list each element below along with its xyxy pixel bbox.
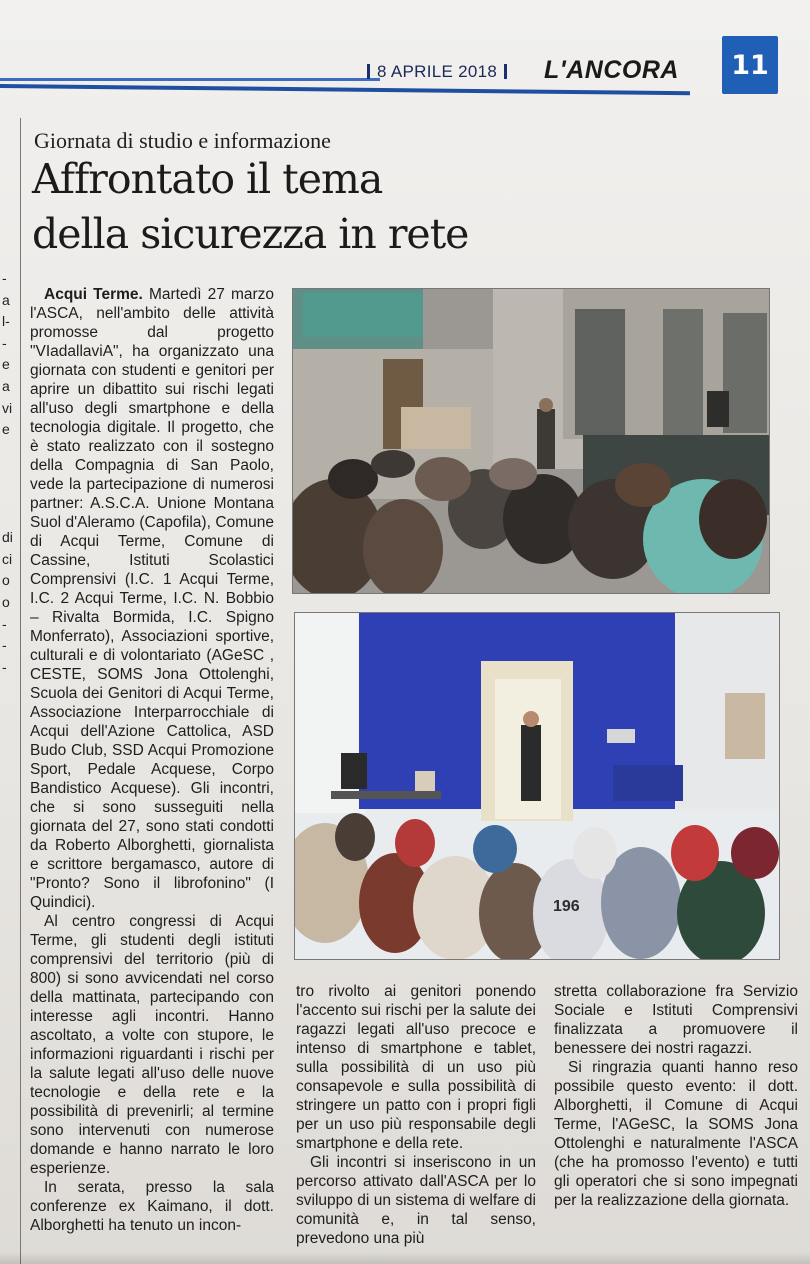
- article-paragraph: Al centro congressi di Acqui Terme, gli studenti degli istituti comprensivi del territorio (più di 800) si sono avvicendati nel corso della mattinata, partecipando con interesse agli incontri. Hanno ascoltato, a volte con stupore, le informazioni riguardanti i rischi per la salute legati all'uso delle nuove tecnologie e della rete e la possibilità di prevenirli; al termine sono intervenuti con numerose domande e hanno narrato le loro esperienze.: [30, 913, 274, 1177]
- shirt-number: 196: [553, 898, 580, 915]
- article-paragraph-text: Martedì 27 marzo l'ASCA, nell'ambito delle attività promosse dal progetto "VIadallaviA", ha organizzato una giornata con studenti e genitori per aprire un dibattito sui rischi legati all'uso degli smartphone e della tecnologia digitale. Il progetto, che è stato realizzato con il sostegno della Compagnia di San Paolo, vede la partecipazione di numerosi partner: A.S.C.A. Unione Montana Suol d'Aleramo (Capofila), Comune di Acqui Terme, Comune di Cassine, Istituti Scolastici Comprensivi (I.C. 1 Acqui Terme, I.C. 2 Acqui Terme, I.C. N. Bobbio – Rivalta Bormida, I.C. Spigno Monferrato), Associazioni sportive, culturali e di volontariato (AGeSC , CESTE, SOMS Jona Ottolenghi, Scuola dei Genitori di Acqui Terme, Associazione Interparrocchiale di Acqui dell'Azione Cattolica, ASD Budo Club, SSD Acqui Promozione Sport, Pedale Acquese, Corpo Bandistico Acquese). Gli incontri, che si sono susseguiti nella giornata del 27, sono stati condotti da Roberto Alborghetti, giornalista e scrittore bergamasco, autore di "Pronto? Sono il librofonino" (I Quindici).: [30, 286, 275, 911]
- article-dateline: Acqui Terme.: [44, 286, 143, 303]
- fragment-glyph: ci: [2, 550, 13, 567]
- date-separator: [504, 64, 507, 79]
- header-rule: [0, 78, 380, 81]
- fragment-glyph: -: [2, 658, 7, 675]
- issue-date-text: 8 APRILE 2018: [377, 62, 498, 81]
- fragment-glyph: [2, 441, 16, 463]
- fragment-glyph: -: [2, 270, 7, 286]
- headline-line: della sicurezza in rete: [32, 210, 469, 258]
- fragment-glyph: o: [2, 593, 10, 610]
- page-number-badge: 11: [722, 36, 778, 94]
- page-bottom-shadow: [0, 1252, 810, 1264]
- article-paragraph: In serata, presso la sala conferenze ex Kaimano, il dott. Alborghetti ha tenuto un incon-: [30, 1179, 274, 1234]
- header-rule: [0, 84, 690, 95]
- article-paragraph: tro rivolto ai genitori ponendo l'accento sui rischi per la salute dei ragazzi legati all'uso precoce e intenso di smartphone e tablet, sulla possibilità di un uso più consapevole e sulla possibilità di stringere un patto con i propri figli per un uso più responsabile degli smartphone e della rete.: [296, 983, 536, 1152]
- fragment-glyph: [2, 462, 16, 484]
- article-paragraph: stretta collaborazione fra Servizio Sociale e Istituti Comprensivi finalizzata a promuovere il benessere dei nostri ragazzi.: [554, 983, 798, 1057]
- article-paragraph: Si ringrazia quanti hanno reso possibile questo evento: il dott. Alborghetti, il Comune di Acqui Terme, l'AGeSC, la SOMS Jona Ottolenghi e naturalmente l'ASCA (che ha promosso l'evento) e tutti gli operatori che si sono impegnati per la realizzazione della giornata.: [554, 1059, 798, 1209]
- fragment-glyph: [2, 484, 16, 506]
- article-column-2: [296, 982, 536, 1248]
- fragment-glyph: -: [2, 615, 7, 632]
- photo-speaker-blue-wall-students: [295, 613, 780, 960]
- photo-conference-hall-audience: [293, 289, 770, 594]
- column-divider: [20, 118, 21, 1264]
- article-headline: [32, 152, 732, 262]
- article-paragraph: [30, 285, 274, 912]
- fragment-glyph: a: [2, 291, 10, 308]
- article-column-1: [30, 285, 274, 1235]
- date-separator: [367, 64, 370, 79]
- previous-article-fragment: [2, 268, 16, 678]
- headline-line: Affrontato il tema: [32, 155, 383, 203]
- article-column-3: [554, 982, 798, 1210]
- fragment-glyph: a: [2, 377, 10, 394]
- photo-speaker-students: [294, 612, 780, 960]
- fragment-glyph: e: [2, 356, 10, 373]
- fragment-glyph: o: [2, 572, 10, 589]
- fragment-glyph: -: [2, 637, 7, 654]
- fragment-glyph: di: [2, 529, 13, 546]
- photo-conference-hall: [292, 288, 770, 594]
- issue-date: [360, 62, 514, 82]
- newspaper-masthead: L'ANCORA: [544, 56, 679, 84]
- fragment-glyph: -: [2, 334, 7, 351]
- article-kicker: Giornata di studio e informazione: [34, 128, 331, 153]
- fragment-glyph: vi: [2, 399, 13, 416]
- fragment-glyph: e: [2, 421, 10, 438]
- fragment-glyph: [2, 506, 16, 528]
- fragment-glyph: l-: [2, 313, 10, 330]
- article-paragraph: Gli incontri si inseriscono in un percorso attivato dall'ASCA per lo sviluppo di un sistema di welfare di comunità e, in tal senso, prevedono una più: [296, 1154, 536, 1247]
